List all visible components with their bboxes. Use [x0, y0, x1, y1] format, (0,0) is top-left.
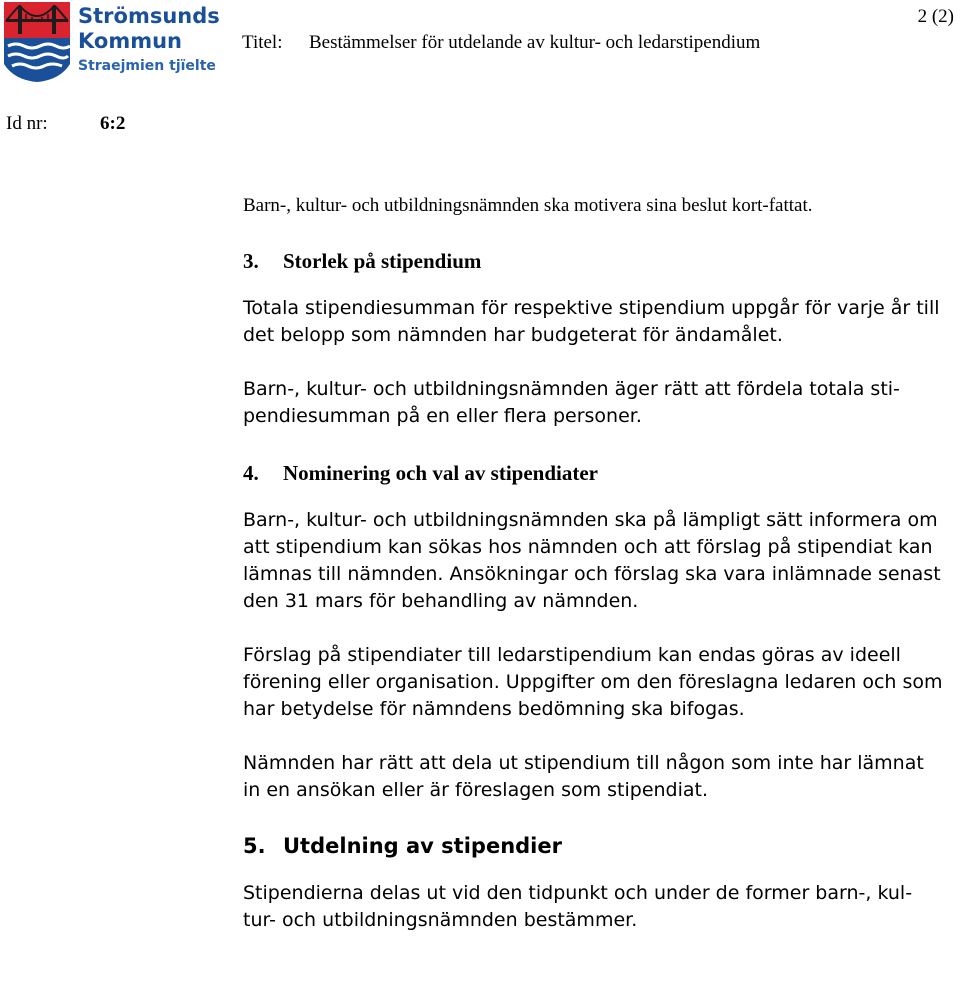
bridge-emblem-icon: [4, 2, 74, 84]
section-number: 5.: [243, 834, 266, 858]
id-label: Id nr:: [6, 113, 48, 134]
logo-name-line-2: Kommun: [78, 29, 182, 53]
section-5: [243, 832, 943, 934]
id-value: 6:2: [100, 113, 126, 134]
section-title: Storlek på stipendium: [283, 249, 482, 273]
page-number: 2 (2): [917, 6, 954, 27]
section-title: Nominering och val av stipendiater: [283, 461, 598, 485]
section-title: Utdelning av stipendier: [283, 834, 562, 858]
section-paragraph: Barn-, kultur- och utbildningsnämnden äger rätt att fördela totala sti-pendiesumman på en eller flera personer.: [243, 378, 900, 427]
section-paragraph: Totala stipendiesumman för respektive stipendium uppgår för varje år till det belopp som nämnden har budgeterat för ändamålet.: [243, 297, 940, 346]
document-body: [243, 192, 943, 934]
section-3: [243, 247, 943, 430]
intro-paragraph: Barn-, kultur- och utbildningsnämnden ska motivera sina beslut kort-fattat.: [243, 195, 813, 216]
document-title: Bestämmelser för utdelande av kultur- och ledarstipendium: [309, 32, 761, 53]
section-paragraph: Nämnden har rätt att dela ut stipendium till någon som inte har lämnat in en ansökan eller är föreslagen som stipendiat.: [243, 752, 924, 801]
section-heading: [243, 247, 943, 275]
section-heading: [243, 832, 943, 860]
logo-subtitle: Straejmien tjïelte: [78, 58, 216, 74]
section-heading: [243, 459, 943, 487]
section-4: [243, 459, 943, 804]
section-number: 4.: [243, 461, 259, 485]
logo-name-line-1: Strömsunds: [78, 4, 220, 28]
section-paragraph: Förslag på stipendiater till ledarstipendium kan endas göras av ideell förening eller organisation. Uppgifter om den föreslagna ledaren och som har betydelse för nämndens bedömning ska bifogas.: [243, 644, 943, 720]
municipality-logo: [4, 2, 220, 84]
section-paragraph: Stipendierna delas ut vid den tidpunkt och under de former barn-, kul-tur- och utbildningsnämnden bestämmer.: [243, 882, 913, 931]
section-paragraph: Barn-, kultur- och utbildningsnämnden ska på lämpligt sätt informera om att stipendium kan sökas hos nämnden och att förslag på stipendiat kan lämnas till nämnden. Ansökningar och förslag ska vara inlämnade senast den 31 mars för behandling av nämnden.: [243, 509, 941, 612]
section-number: 3.: [243, 249, 259, 273]
title-label: Titel:: [242, 32, 283, 53]
